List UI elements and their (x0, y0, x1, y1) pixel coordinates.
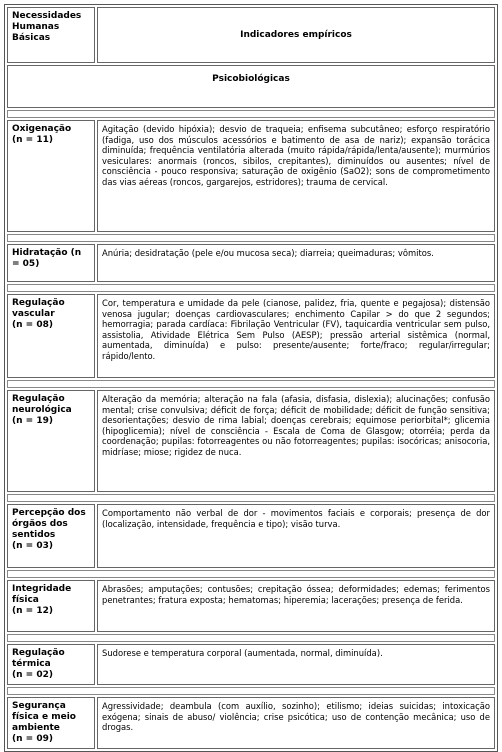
spacer-cell (7, 634, 495, 642)
need-name: Integridade física (12, 584, 72, 605)
need-name: Hidratação (n (12, 248, 82, 258)
spacer-cell (7, 570, 495, 578)
table-row (7, 504, 495, 568)
spacer-row (7, 634, 495, 642)
needs-table (4, 4, 498, 752)
need-cell (7, 644, 95, 685)
spacer-cell (7, 284, 495, 292)
spacer-cell (7, 110, 495, 118)
indicators-cell: Comportamento não verbal de dor - movimentos faciais e corporais; presença de dor (localização, intensidade, frequência e tipo); visão turva. (97, 504, 495, 568)
need-count: (n = 08) (12, 320, 53, 330)
need-count: (n = 02) (12, 670, 53, 680)
need-cell (7, 244, 95, 282)
document-page (4, 4, 498, 752)
need-name: Regulação neurológica (12, 394, 72, 415)
need-name: Regulação térmica (12, 648, 65, 669)
spacer-cell (7, 234, 495, 242)
header-needs-cell: Necessidades Humanas Básicas (7, 7, 95, 63)
table-row (7, 244, 495, 282)
spacer-cell (7, 687, 495, 695)
section-title: Psicobiológicas (7, 65, 495, 108)
need-name: Regulação vascular (12, 298, 65, 319)
need-cell (7, 120, 95, 232)
section-row (7, 65, 495, 108)
need-cell (7, 504, 95, 568)
spacer-row (7, 284, 495, 292)
need-name: Percepção dos órgãos dos sentidos (12, 508, 86, 540)
indicators-cell: Agitação (devido hipóxia); desvio de traqueia; enfisema subcutâneo; esforço respiratório (fadiga, uso dos músculos acessórios e batimento de asa de nariz); expansão torácica diminuída; frequência ventilatória alterada (muito rápida/rápida/lenta/ausente); murmúrios vesiculares: anormais (roncos, sibilos, crepitantes), diminuídos ou ausentes; nível de consciência - pouco responsiva; saturação de oxigênio (SaO2); sons de comprometimento das vias aéreas (roncos, gargarejos, estridores); trauma de cervical. (97, 120, 495, 232)
spacer-row (7, 380, 495, 388)
table-row (7, 120, 495, 232)
table-row (7, 390, 495, 492)
need-count: (n = 03) (12, 541, 53, 551)
indicators-cell: Anúria; desidratação (pele e/ou mucosa seca); diarreia; queimaduras; vômitos. (97, 244, 495, 282)
spacer-row (7, 687, 495, 695)
need-name: Oxigenação (12, 124, 72, 134)
need-cell (7, 294, 95, 378)
table-row (7, 294, 495, 378)
indicators-cell: Sudorese e temperatura corporal (aumentada, normal, diminuída). (97, 644, 495, 685)
table-header-row (7, 7, 495, 63)
indicators-cell: Agressividade; deambula (com auxílio, sozinho); etilismo; ideias suicidas; intoxicação exógena; sinais de abuso/ violência; crise psicótica; uso de contenção mecânica; uso de drogas. (97, 697, 495, 749)
spacer-cell (7, 380, 495, 388)
need-cell (7, 580, 95, 632)
spacer-row (7, 494, 495, 502)
need-count: (n = 11) (12, 135, 53, 145)
indicators-cell: Alteração da memória; alteração na fala (afasia, disfasia, dislexia); alucinações; confusão mental; crise convulsiva; déficit de força; déficit de mobilidade; déficit de função sensitiva; desorientações; desvio de rima labial; doenças cerebrais; equimose periorbital*; glicemia (hipoglicemia); nível de consciência - Escala de Coma de Glasgow; otorréia; perda da coordenação; pupilas: fotorreagentes ou não fotorreagentes; pupilas: isocóricas; anisocoria, midríase; miose; rigidez de nuca. (97, 390, 495, 492)
spacer-cell (7, 494, 495, 502)
header-indicators-cell: Indicadores empíricos (97, 7, 495, 63)
need-name: Segurança física e meio ambiente (12, 701, 76, 733)
table-row (7, 580, 495, 632)
indicators-cell: Cor, temperatura e umidade da pele (cianose, palidez, fria, quente e pegajosa); distensão venosa jugular; doenças cardiovasculares; enchimento Capilar > do que 2 segundos; hemorragia; parada cardíaca: Fibrilação Ventricular (FV), taquicardia ventricular sem pulso, assistolia, Atividade Elétrica Sem Pulso (AESP); pressão arterial sistêmica (normal, aumentada, diminuída) e pulso: presente/ausente; forte/fraco; regular/irregular; rápido/lento. (97, 294, 495, 378)
spacer-row (7, 234, 495, 242)
need-cell (7, 697, 95, 749)
need-count: (n = 09) (12, 734, 53, 744)
need-count: (n = 12) (12, 606, 53, 616)
spacer-row (7, 110, 495, 118)
need-count: (n = 19) (12, 416, 53, 426)
spacer-row (7, 570, 495, 578)
table-row (7, 697, 495, 749)
table-row (7, 644, 495, 685)
need-cell (7, 390, 95, 492)
need-count: = 05) (12, 259, 40, 269)
indicators-cell: Abrasões; amputações; contusões; crepitação óssea; deformidades; edemas; ferimentos penetrantes; fratura exposta; hematomas; hiperemia; lacerações; presença de ferida. (97, 580, 495, 632)
